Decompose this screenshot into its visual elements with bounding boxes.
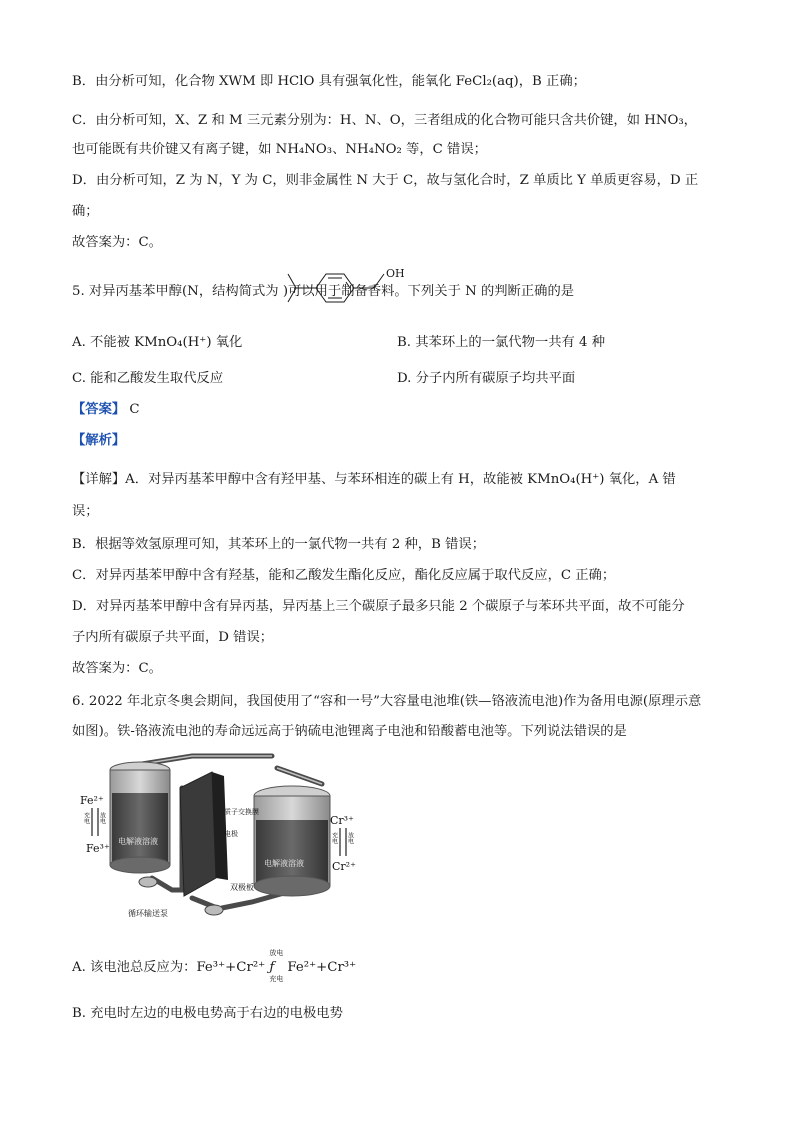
text-line: 故答案为：C。 — [72, 235, 162, 250]
option-c: C. 能和乙酸发生取代反应 — [72, 371, 224, 386]
text-line: 误； — [72, 504, 99, 519]
right-discharge-label: 放电 — [346, 832, 354, 844]
option-a-prefix: A. 该电池总反应为： — [72, 960, 197, 975]
answer-value: C — [129, 402, 140, 417]
question-6-stem: 6. 2022 年北京冬奥会期间，我国使用了“容和一号”大容量电池堆(铁—铬液流电池)作为备用电源(原理示意 — [72, 694, 702, 709]
question-6-stem: 如图)。铁-铬液流电池的寿命远远高于钠硫电池锂离子电池和铅酸蓄电池等。下列说法错误的是 — [72, 724, 627, 739]
oh-label: OH — [386, 267, 405, 280]
eq-bottom-label: 充电 — [269, 975, 284, 983]
cr3-label: Cr³⁺ — [330, 814, 354, 827]
membrane-label: 质子交换膜 — [224, 808, 259, 816]
left-charge-label: 充电 — [82, 812, 90, 824]
option-a: A. 不能被 KMnO₄(H⁺) 氧化 — [72, 335, 243, 350]
text-line: 【详解】A．对异丙基苯甲醇中含有羟甲基、与苯环相连的碳上有 H，故能被 KMnO₄(H⁺) 氧化，A 错 — [72, 472, 676, 487]
eq-right: Fe²⁺+Cr³⁺ — [287, 960, 357, 975]
right-charge-label: 充电 — [330, 832, 338, 844]
fe2-label: Fe²⁺ — [80, 794, 104, 807]
option-a-equation: A. 该电池总反应为：Fe³⁺+Cr²⁺ 放电 ƒ 充电 Fe²⁺+Cr³⁺ — [72, 949, 357, 983]
option-b: B. 其苯环上的一氯代物一共有 4 种 — [397, 335, 605, 350]
text-line: D．由分析可知，Z 为 N，Y 为 C，则非金属性 N 大于 C，故与氢化合时，Z 单质比 Y 单质更容易，D 正 — [72, 173, 699, 188]
left-tank-label: 电解液溶液 — [118, 837, 158, 846]
eq-left: Fe³⁺+Cr²⁺ — [196, 960, 266, 975]
question-5-stem: 5. 对异丙基苯甲醇(N，结构简式为 )可以用于制备香料。下列关于 N 的判断正确的是 — [72, 284, 575, 299]
structure-formula-image — [286, 266, 406, 308]
answer-line — [72, 400, 722, 420]
fe3-label: Fe³⁺ — [86, 842, 110, 855]
text-line: B．根据等效氢原理可知，其苯环上的一氯代物一共有 2 种，B 错误； — [72, 537, 485, 552]
text-line: 子内所有碳原子共平面，D 错误； — [72, 630, 274, 645]
text-line: D．对异丙基苯甲醇中含有异丙基，异丙基上三个碳原子最多只能 2 个碳原子与苯环共平面，故不可能分 — [72, 599, 685, 614]
electrode-label: 电极 — [224, 830, 238, 838]
analysis-label: 【解析】 — [72, 433, 126, 448]
text-line: 故答案为：C。 — [72, 661, 162, 676]
text-line: 确； — [72, 204, 99, 219]
flow-battery-diagram — [72, 748, 362, 920]
eq-top-label: 放电 — [269, 949, 284, 957]
text-line: C．对异丙基苯甲醇中含有羟基，能和乙酸发生酯化反应，酯化反应属于取代反应，C 正确； — [72, 568, 616, 583]
text-line: C．由分析可知，X、Z 和 M 三元素分别为：H、N、O，三者组成的化合物可能只含共价键，如 HNO₃， — [72, 113, 697, 128]
right-tank-label: 电解液溶液 — [264, 859, 304, 868]
option-d: D. 分子内所有碳原子均共平面 — [397, 371, 576, 386]
analysis-line — [72, 431, 722, 451]
text-line: 也可能既有共价键又有离子键，如 NH₄NO₃、NH₄NO₂ 等，C 错误； — [72, 142, 487, 157]
pump-label: 循环输送泵 — [128, 909, 168, 918]
option-b-q6: B. 充电时左边的电极电势高于右边的电极电势 — [72, 1006, 343, 1021]
text-line: B．由分析可知，化合物 XWM 即 HClO 具有强氧化性，能氧化 FeCl₂(aq)，B 正确； — [72, 74, 586, 89]
bipolar-label: 双极板 — [230, 883, 254, 892]
cr2-label: Cr²⁺ — [332, 860, 356, 873]
answer-label: 【答案】 — [72, 402, 126, 417]
left-discharge-label: 放电 — [98, 812, 106, 824]
